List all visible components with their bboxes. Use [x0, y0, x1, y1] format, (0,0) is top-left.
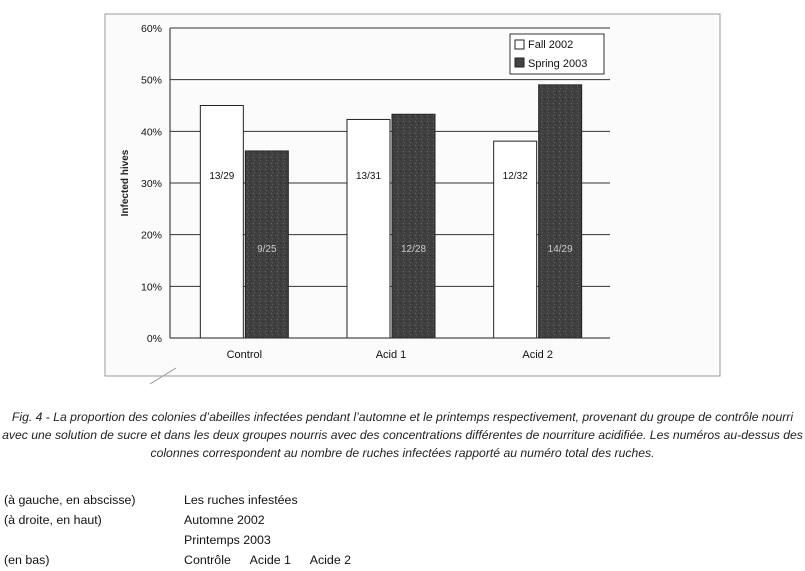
glossary-term-empty — [4, 530, 184, 550]
legend-label-fall: Fall 2002 — [528, 39, 574, 51]
y-tick-label: 60% — [140, 23, 162, 35]
y-tick-label: 50% — [140, 74, 162, 87]
glossary-term: (à droite, en haut) — [4, 513, 102, 527]
legend-swatch-fall — [515, 40, 524, 49]
glossary-word: Acide 2 — [309, 553, 352, 567]
glossary — [4, 490, 564, 570]
glossary-value: Les ruches infestées — [184, 493, 298, 507]
bar-data-label: 9/25 — [257, 244, 277, 256]
y-tick-label: 40% — [140, 126, 162, 139]
y-tick-label: 10% — [140, 281, 162, 294]
glossary-term: (en bas) — [4, 553, 50, 567]
glossary-row-right-2 — [4, 530, 564, 550]
bar-data-label: 12/28 — [400, 244, 427, 256]
legend-label-spring: Spring 2003 — [528, 58, 588, 70]
bar-fall — [347, 119, 390, 338]
legend-swatch-spring — [515, 58, 524, 67]
bar-data-label: 13/31 — [355, 170, 382, 182]
bar-spring — [392, 114, 435, 338]
bar-data-label: 12/32 — [502, 170, 528, 182]
x-tick-label: Acid 1 — [375, 349, 407, 361]
glossary-row-bottom — [4, 550, 564, 570]
x-tick-label: Control — [226, 349, 263, 361]
bar-fall — [200, 106, 243, 339]
bar-data-label: 14/29 — [547, 244, 573, 256]
glossary-word: Acide 1 — [249, 553, 291, 567]
glossary-row-left — [4, 490, 564, 510]
x-tick-label: Acid 2 — [522, 349, 553, 361]
y-tick-label: 20% — [140, 229, 162, 242]
glossary-row-right — [4, 510, 564, 530]
bar-spring — [539, 85, 582, 338]
y-axis-label: Infected hives — [120, 149, 131, 217]
legend — [510, 34, 604, 74]
bar-data-label: 13/29 — [209, 170, 235, 182]
glossary-term: (à gauche, en abscisse) — [4, 493, 136, 507]
figure-caption: Fig. 4 - La proportion des colonies d’abeilles infectées pendant l’automne et le printemps respectivement, provenant du groupe de contrôle nourri avec une solution de sucre et dans les deux groupes nourris avec des concentrations différentes de nourriture acidifiée. Les numéros au-dessus des colonnes correspondent au nombre de ruches infectées rapporté au numéro total des ruches. — [2, 410, 803, 460]
glossary-word: Contrôle — [184, 553, 231, 567]
glossary-value: Printemps 2003 — [184, 533, 271, 547]
glossary-words — [184, 550, 367, 570]
glossary-value: Automne 2002 — [184, 513, 265, 527]
y-tick-label: 0% — [146, 333, 162, 345]
y-tick-label: 30% — [140, 178, 162, 190]
